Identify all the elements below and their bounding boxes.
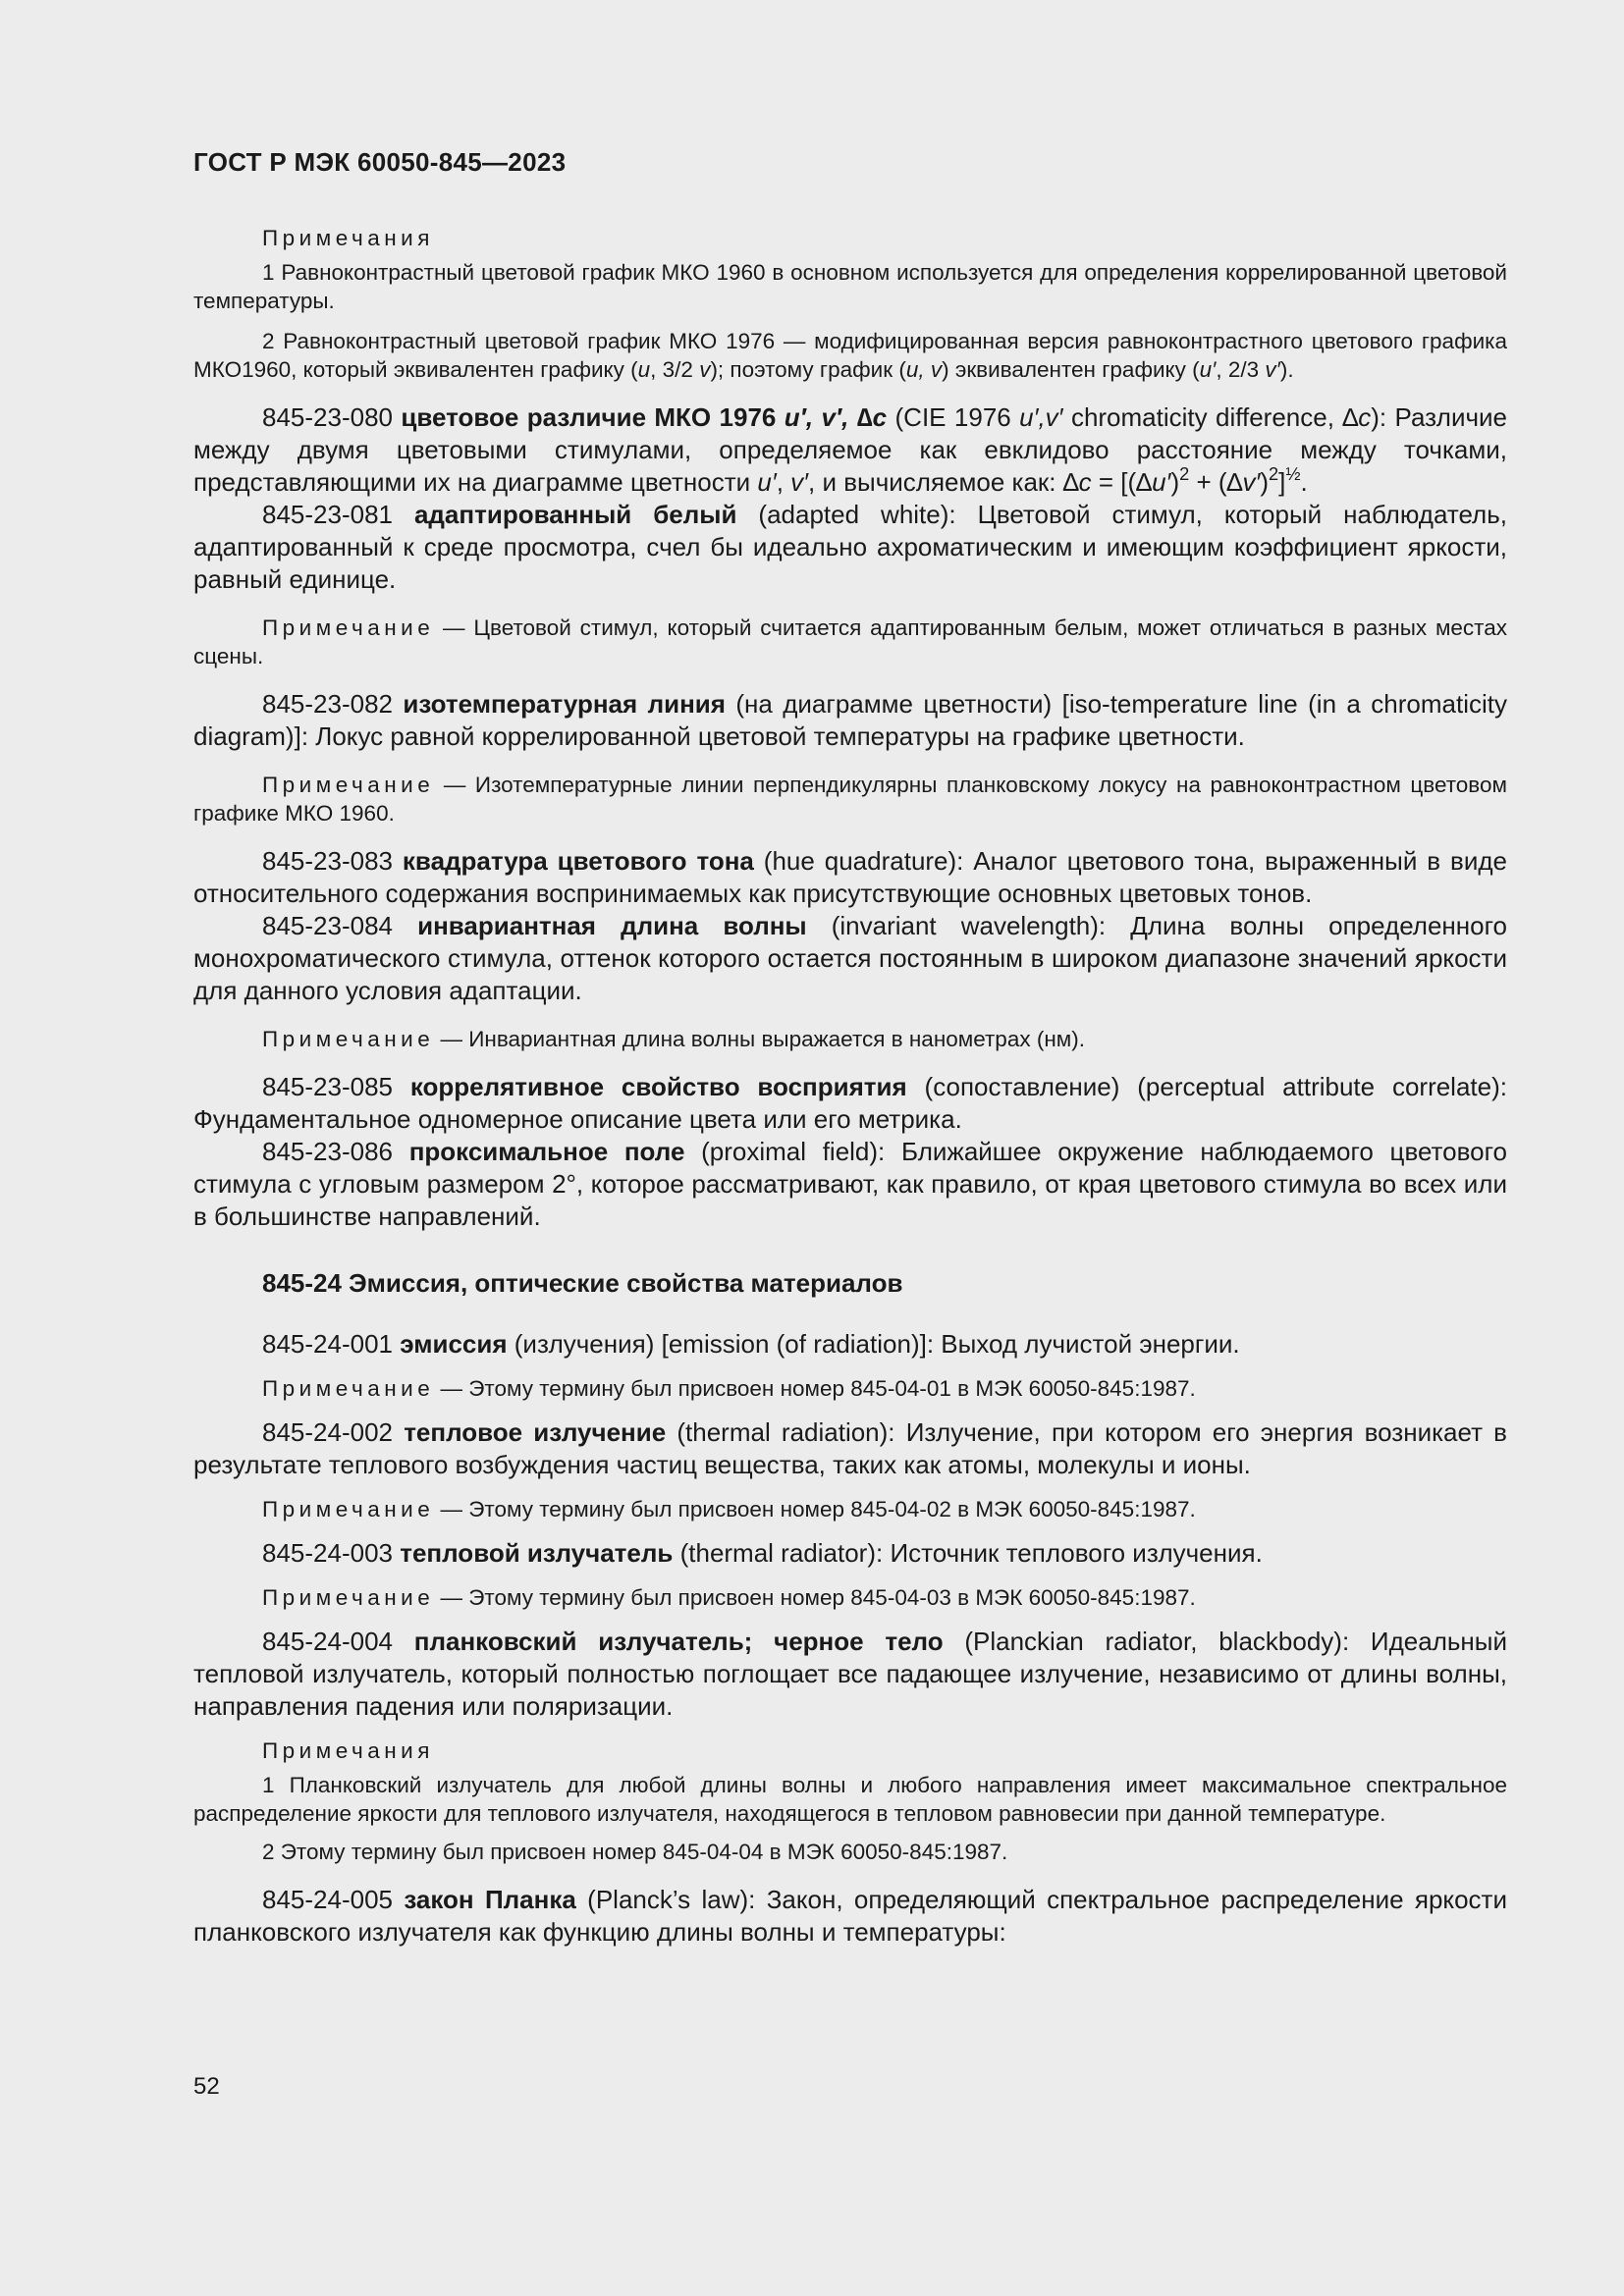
term-845-24-004: 845-24-004 планковский излучатель; черное тело (Planckian radiator, blackbody): Идеальный тепловой излучатель, который полностью поглощает все падающее излучение, независимо от длины волны, направления падения или поляризации. — [193, 1627, 1507, 1721]
term-845-23-083: 845-23-083 квадратура цветового тона (hue quadrature): Аналог цветового тона, выраженный в виде относительного содержания воспринимаемых как присутствующие основных цветовых тонов. — [193, 846, 1507, 908]
term-845-24-003: 845-24-003 тепловой излучатель (thermal radiator): Источник теплового излучения. — [262, 1538, 1263, 1568]
document-page — [193, 0, 1507, 2296]
term-845-23-082: 845-23-082 изотемпературная линия (на диаграмме цветности) [iso-temperature line (in a chromaticity diagram)]: Локус равной коррелированной цветовой температуры на графике цветности. — [193, 689, 1507, 751]
note-845-24-003: Примечание — Этому термину был присвоен номер 845-04-03 в МЭК 60050-845:1987. — [262, 1585, 1196, 1610]
note-845-24-004-2: 2 Этому термину был присвоен номер 845-04-04 в МЭК 60050-845:1987. — [262, 1840, 1008, 1864]
term-845-23-085: 845-23-085 коррелятивное свойство восприятия (сопоставление) (perceptual attribute correlate): Фундаментальное одномерное описание цвета или его метрика. — [193, 1072, 1507, 1134]
term-845-23-081: 845-23-081 адаптированный белый (adapted white): Цветовой стимул, который наблюдатель, адаптированный к среде просмотра, счел бы идеально ахроматическим и имеющим коэффициент яркости, равный единице. — [193, 500, 1507, 594]
note-1: 1 Равноконтрастный цветовой график МКО 1960 в основном используется для определения коррелированной цветовой температуры. — [193, 260, 1507, 313]
term-845-24-002: 845-24-002 тепловое излучение (thermal radiation): Излучение, при котором его энергия возникает в результате теплового возбуждения частиц вещества, таких как атомы, молекулы и ионы. — [193, 1417, 1507, 1479]
note-845-23-081: Примечание — Цветовой стимул, который считается адаптированным белым, может отличаться в разных местах сцены. — [193, 615, 1507, 668]
page-content — [193, 224, 1507, 1949]
notes-heading: Примечания — [262, 226, 434, 250]
section-heading: 845-24 Эмиссия, оптические свойства материалов — [262, 1268, 903, 1298]
term-845-24-005: 845-24-005 закон Планка (Planck’s law): Закон, определяющий спектральное распределение яркости планковского излучателя как функцию длины волны и температуры: — [193, 1885, 1507, 1947]
page-header: ГОСТ Р МЭК 60050-845—2023 — [193, 147, 567, 177]
page-number: 52 — [193, 2073, 220, 2100]
note-845-23-082: Примечание — Изотемпературные линии перпендикулярны планковскому локусу на равноконтрастном цветовом графике МКО 1960. — [193, 773, 1507, 826]
note-845-23-084: Примечание — Инвариантная длина волны выражается в нанометрах (нм). — [262, 1027, 1085, 1051]
note-845-24-001: Примечание — Этому термину был присвоен номер 845-04-01 в МЭК 60050-845:1987. — [262, 1376, 1196, 1401]
notes-heading-845-24-004: Примечания — [262, 1738, 434, 1763]
term-845-23-080: 845-23-080 цветовое различие МКО 1976 u′, v′, ∆c (CIE 1976 u′,v′ chromaticity difference, ∆c): Различие между двумя цветовыми стимулами, определяемое как евклидово расстояние между точками, представляющими их на диаграмме цветности u′, v′, и вычисляемое как: $\Delta c = [(\Delta u')^2 + (\Delta v')^2]^{\frac{1}{2}}$. — [193, 402, 1507, 497]
term-845-24-001: 845-24-001 эмиссия (излучения) [emission (of radiation)]: Выход лучистой энергии. — [262, 1329, 1240, 1359]
note-845-24-002: Примечание — Этому термину был присвоен номер 845-04-02 в МЭК 60050-845:1987. — [262, 1497, 1196, 1522]
note-2: 2 Равноконтрастный цветовой график МКО 1976 — модифицированная версия равноконтрастного цветового графика МКО1960, который эквивалентен графику (u, 3/2 v); поэтому график (u, v) эквивалентен графику (u′, 2/3 v′). — [193, 329, 1507, 382]
note-845-24-004-1: 1 Планковский излучатель для любой длины волны и любого направления имеет максимальное спектральное распределение яркости для теплового излучателя, находящегося в тепловом равновесии при данной температуре. — [193, 1773, 1507, 1826]
term-845-23-084: 845-23-084 инвариантная длина волны (invariant wavelength): Длина волны определенного монохроматического стимула, оттенок которого остается постоянным в широком диапазоне значений яркости для данного условия адаптации. — [193, 911, 1507, 1005]
term-845-23-086: 845-23-086 проксимальное поле (proximal field): Ближайшее окружение наблюдаемого цветового стимула с угловым размером 2°, которое рассматривают, как правило, от края цветового стимула во всех или в большинстве направлений. — [193, 1137, 1507, 1231]
